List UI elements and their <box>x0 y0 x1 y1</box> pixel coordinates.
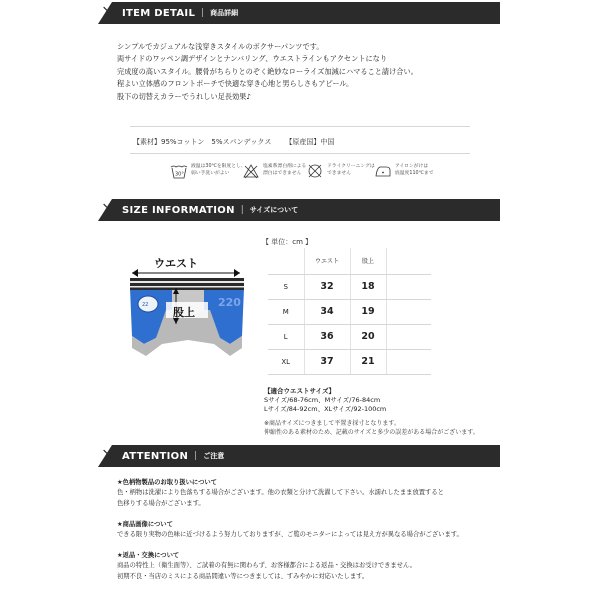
attention-line: 初期不良・当店のミスによる商品間違い等につきましては、すみやかに対応いたします。 <box>117 572 369 580</box>
care-text: できません <box>327 171 351 176</box>
divider <box>130 153 470 154</box>
care-item-wash <box>170 163 246 179</box>
table-row <box>268 274 431 299</box>
header-separator: | <box>240 205 244 215</box>
waist-value: 37 <box>304 349 350 374</box>
arrow-icon: ↘ <box>102 448 111 459</box>
empty-cell <box>386 324 431 349</box>
wash-tub-30-icon <box>170 163 188 179</box>
material-value: 95%コットン 5%スパンデックス <box>161 138 272 146</box>
attention-header <box>98 445 500 467</box>
care-item-bleach <box>242 163 306 179</box>
product-description <box>117 41 487 103</box>
arrow-icon: ↘ <box>102 5 111 16</box>
table-row <box>268 324 431 349</box>
empty-cell <box>386 349 431 374</box>
fit-heading: 【適合ウエストサイズ】 <box>264 387 335 395</box>
attention-heading: ★商品画像について <box>117 520 173 528</box>
item-detail-title: ITEM DETAIL <box>122 7 196 19</box>
table-header-row <box>268 248 431 274</box>
size-label: XL <box>268 349 304 374</box>
care-text: 液温は30℃を限度とし、 <box>191 164 246 169</box>
attention-line: 色移りする場合がございます。 <box>117 499 205 507</box>
attention-line: できる限り実物の色味に近づけるよう努力しておりますが、ご覧のモニターによっては見え方が異なる場合がございます。 <box>117 531 463 539</box>
care-text: 底温度110℃まで <box>395 171 434 176</box>
size-information-subtitle: サイズについて <box>249 206 299 214</box>
attention-title: ATTENTION <box>122 450 189 462</box>
care-item-dryclean <box>306 163 375 179</box>
no-bleach-icon <box>242 163 260 179</box>
care-text: 漂白はできません <box>263 171 302 176</box>
attention-block <box>117 520 497 541</box>
empty-cell <box>386 299 431 324</box>
svg-text:220: 220 <box>218 296 241 309</box>
empty-cell <box>386 274 431 299</box>
origin-label: 【原産国】 <box>285 138 321 146</box>
table-header <box>386 248 431 274</box>
table-header: 股上 <box>350 248 386 274</box>
size-information-header <box>98 199 500 221</box>
table-row <box>268 349 431 374</box>
table-header <box>268 248 304 274</box>
attention-notes <box>117 478 497 593</box>
attention-line: 商品の特性上（衛生面等）、ご試着の有無に関わらず、お客様都合による返品・交換はお受けできません。 <box>117 562 416 570</box>
no-dry-clean-icon <box>306 163 324 179</box>
material-label: 【素材】 <box>133 138 161 146</box>
description-line: 完成度の高いスタイル。腰骨がちらりとのぞく絶妙なローライズ加減にハマること請け合い。 <box>117 66 418 76</box>
care-text: 塩素系漂白剤による <box>263 164 307 169</box>
origin-value: 中国 <box>320 138 335 146</box>
fit-line: Lサイズ/84-92cm、XLサイズ/92-100cm <box>264 405 387 413</box>
description-line: 程よい立体感のフロントポーチで快適な穿き心地と男らしさもアピール。 <box>117 79 354 89</box>
header-separator: | <box>194 451 198 461</box>
waist-value: 34 <box>304 299 350 324</box>
size-label: M <box>268 299 304 324</box>
attention-heading: ★返品・交換について <box>117 552 180 560</box>
attention-block <box>117 551 497 582</box>
divider <box>130 126 470 127</box>
rise-value: 18 <box>350 274 386 299</box>
size-note <box>264 419 479 437</box>
item-detail-subtitle: 商品詳細 <box>210 9 239 17</box>
description-line: 両サイドのワッペン調デザインとナンバリング、ウエストラインもアクセントになり <box>117 54 388 64</box>
fit-line: Sサイズ/68-76cm、Mサイズ/76-84cm <box>264 396 381 404</box>
unit-label: 【 単位：cm 】 <box>262 238 313 246</box>
waist-label: ウエスト <box>154 257 198 270</box>
iron-low-icon <box>374 163 392 179</box>
care-item-iron <box>374 163 434 179</box>
care-text: アイロンがけは <box>395 164 429 169</box>
svg-text:22: 22 <box>142 302 149 308</box>
rise-value: 19 <box>350 299 386 324</box>
product-size-illustration <box>118 248 258 368</box>
attention-heading: ★色柄物製品のお取り扱いについて <box>117 479 217 486</box>
table-row <box>268 299 431 324</box>
rise-label: 股上 <box>173 306 195 319</box>
note-line: 伸縮性のある素材のため、記載のサイズと多少の誤差がある場合がございます。 <box>264 429 479 436</box>
fit-waist-sizes <box>264 387 386 414</box>
rise-value: 20 <box>350 324 386 349</box>
arrow-icon: ↘ <box>102 202 111 213</box>
header-separator: | <box>201 8 205 18</box>
description-line: 股下の切替えカラーでうれしい足長効果♪ <box>117 91 251 101</box>
care-text: ドライクリーニングは <box>327 164 375 169</box>
size-label: L <box>268 324 304 349</box>
table-header: ウエスト <box>304 248 350 274</box>
size-information-title: SIZE INFORMATION <box>122 204 235 216</box>
care-instructions <box>160 163 460 185</box>
svg-text:30°: 30° <box>175 171 184 178</box>
waist-value: 32 <box>304 274 350 299</box>
rise-value: 21 <box>350 349 386 374</box>
care-text: 弱い手洗いがよい <box>191 171 230 176</box>
size-table <box>268 248 431 375</box>
description-line: シンプルでカジュアルな浅穿きスタイルのボクサーパンツです。 <box>117 42 324 51</box>
material-info <box>133 137 334 147</box>
size-label: S <box>268 274 304 299</box>
attention-line: 色・柄物は洗濯により色落ちする場合がございます。他の衣類と分けて洗濯して下さい。水濡れしたまま放置すると <box>117 489 444 497</box>
note-line: ※商品サイズにつきまして平置き採寸となります。 <box>264 420 400 427</box>
waist-value: 36 <box>304 324 350 349</box>
item-detail-header <box>98 2 500 24</box>
attention-subtitle: ご注意 <box>203 452 225 460</box>
attention-block <box>117 478 497 509</box>
